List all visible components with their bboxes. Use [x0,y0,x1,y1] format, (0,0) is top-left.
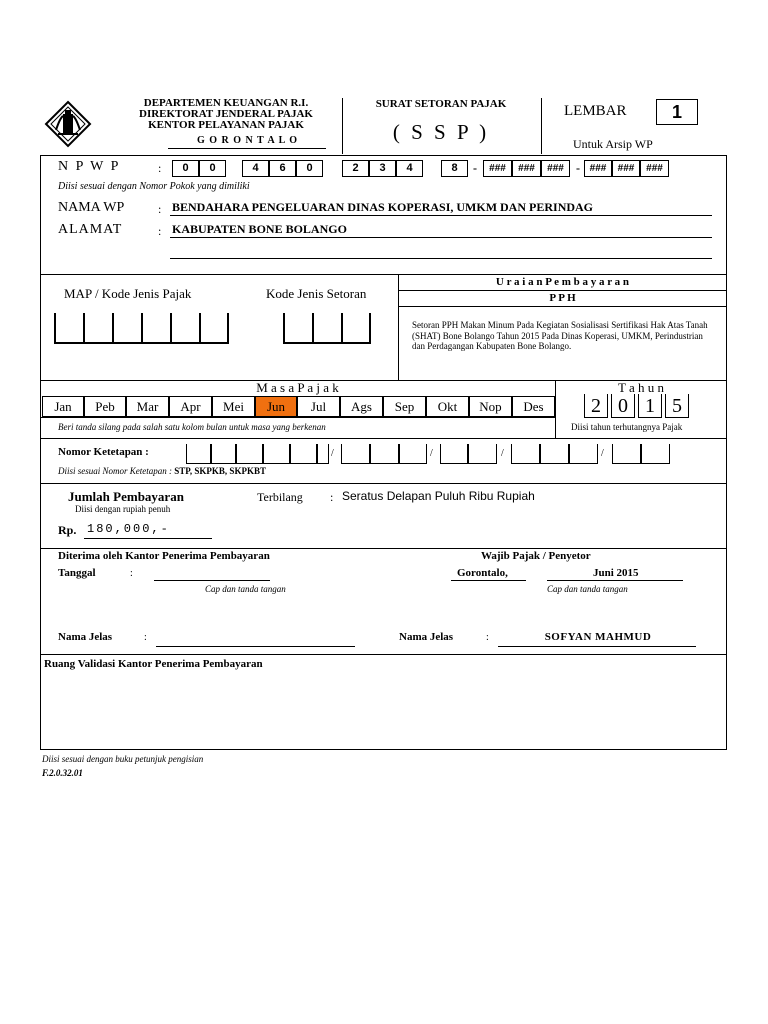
ketetapan-note-prefix: Diisi sesuai Nomor Ketetapan : [58,466,172,476]
payer-city: Gorontalo, [457,567,508,579]
cap-note-payer: Cap dan tanda tangan [547,584,628,594]
month-okt[interactable]: Okt [426,396,469,417]
ketetapan-slash: / [331,448,334,459]
npwp-label: N P W P [58,159,121,174]
nama-jelas-colon-receiver: : [144,632,147,643]
terbilang-colon: : [330,490,334,504]
amount-label: Jumlah Pembayaran [68,489,184,504]
year-digit: 0 [611,394,635,418]
receiver-name-field[interactable] [156,646,355,647]
npwp-hash: ### [541,160,570,177]
lembar-label: LEMBAR [564,103,627,119]
npwp-hash: ### [483,160,512,177]
amount-field[interactable]: 180,000,- [87,522,170,536]
month-jan[interactable]: Jan [42,396,84,417]
tanggal-label: Tanggal [58,567,96,579]
form-number: F.2.0.32.01 [42,768,83,778]
npwp-colon: : [158,161,162,175]
ketetapan-slash: / [601,448,604,459]
tanggal-field[interactable] [154,580,270,581]
address-field[interactable]: KABUPATEN BONE BOLANGO [172,222,347,236]
tahun-label: T a h u n [618,380,664,395]
address-label: ALAMAT [58,222,123,237]
name-colon: : [158,202,162,216]
year-digit: 1 [638,394,662,418]
name-field[interactable]: BENDAHARA PENGELUARAN DINAS KOPERASI, UMKM DAN PERINDAG [172,200,594,214]
month-ags[interactable]: Ags [340,396,383,417]
month-apr[interactable]: Apr [169,396,212,417]
lembar-purpose: Untuk Arsip WP [573,137,653,151]
name-label: NAMA WP [58,200,125,215]
terbilang-field[interactable]: Seratus Delapan Puluh Ribu Rupiah [342,489,535,503]
npwp-digit: 0 [296,160,323,177]
masa-note: Beri tanda silang pada salah satu kolom bulan untuk masa yang berkenan [58,422,326,432]
amount-note: Diisi dengan rupiah penuh [75,504,171,514]
address-colon: : [158,224,162,238]
npwp-dash: - [576,161,580,175]
npwp-digit: 4 [242,160,269,177]
month-jul[interactable]: Jul [297,396,340,417]
terbilang-label: Terbilang [257,490,303,504]
office-city: G O R O N T A L O [196,135,299,146]
npwp-digit: 8 [441,160,468,177]
payer-name-field[interactable]: SOFYAN MAHMUD [544,631,652,643]
form-title: SURAT SETORAN PAJAK [375,98,507,110]
npwp-dash: - [473,161,477,175]
rp-label: Rp. [58,523,77,537]
uraian-text: Setoran PPH Makan Minum Pada Kegiatan Sosialisasi Sertifikasi Hak Atas Tanah (SHAT) Bone Bolango Tahun 2015 Pada Dinas Koperasi, UMKM, Perindustrian dan Perdagangan Kabupaten Bone Bolango. [412,320,708,351]
month-jun[interactable]: Jun [255,396,297,417]
ketetapan-note-types: STP, SKPKB, SKPKBT [174,466,266,476]
kode-setoran-label: Kode Jenis Setoran [266,286,367,301]
npwp-hash: ### [512,160,541,177]
map-label: MAP / Kode Jenis Pajak [64,286,192,301]
dept-line-3: KENTOR PELAYANAN PAJAK [148,119,304,131]
month-peb[interactable]: Peb [84,396,126,417]
npwp-digit: 2 [342,160,369,177]
uraian-title: U r a i a n P e m b a y a r a n [495,276,630,288]
month-sep[interactable]: Sep [383,396,426,417]
ketetapan-label: Nomor Ketetapan : [58,446,149,458]
cap-note-receiver: Cap dan tanda tangan [205,584,286,594]
tahun-note: Diisi tahun terhutangnya Pajak [571,422,683,432]
dept-line-2: DIREKTORAT JENDERAL PAJAK [139,108,313,120]
received-by-label: Diterima oleh Kantor Penerima Pembayaran [58,550,270,562]
npwp-digit: 3 [369,160,396,177]
month-mar[interactable]: Mar [126,396,169,417]
npwp-digit: 4 [396,160,423,177]
npwp-hash: ### [584,160,612,177]
nama-jelas-label-receiver: Nama Jelas [58,631,113,643]
ministry-emblem-icon [44,100,92,148]
dept-line-1: DEPARTEMEN KEUANGAN R.I. [143,97,309,109]
ketetapan-slash: / [501,448,504,459]
month-nop[interactable]: Nop [469,396,512,417]
form-code: ( S S P ) [392,120,490,144]
npwp-digit: 0 [172,160,199,177]
ketetapan-note [58,466,266,476]
year-digit: 5 [665,394,689,418]
npwp-digit: 0 [199,160,226,177]
nama-jelas-label-payer: Nama Jelas [399,631,454,643]
month-mei[interactable]: Mei [212,396,255,417]
masa-label: M a s a P a j a k [256,380,339,395]
npwp-hash: ### [640,160,669,177]
npwp-hash: ### [612,160,640,177]
month-des[interactable]: Des [512,396,555,417]
npwp-digit: 6 [269,160,296,177]
nama-jelas-colon-payer: : [486,632,489,643]
footer-note: Diisi sesuai dengan buku petunjuk pengisian [42,754,204,764]
npwp-note: Diisi sesuai dengan Nomor Pokok yang dimiliki [58,181,250,192]
year-digit: 2 [584,394,608,418]
ketetapan-slash: / [430,448,433,459]
payer-title: Wajib Pajak / Penyetor [481,550,591,562]
validation-title: Ruang Validasi Kantor Penerima Pembayaran [44,658,263,670]
payer-date[interactable]: Juni 2015 [593,567,639,579]
uraian-type: P P H [549,292,576,304]
tanggal-colon: : [130,568,133,579]
lembar-number: 1 [656,99,698,125]
